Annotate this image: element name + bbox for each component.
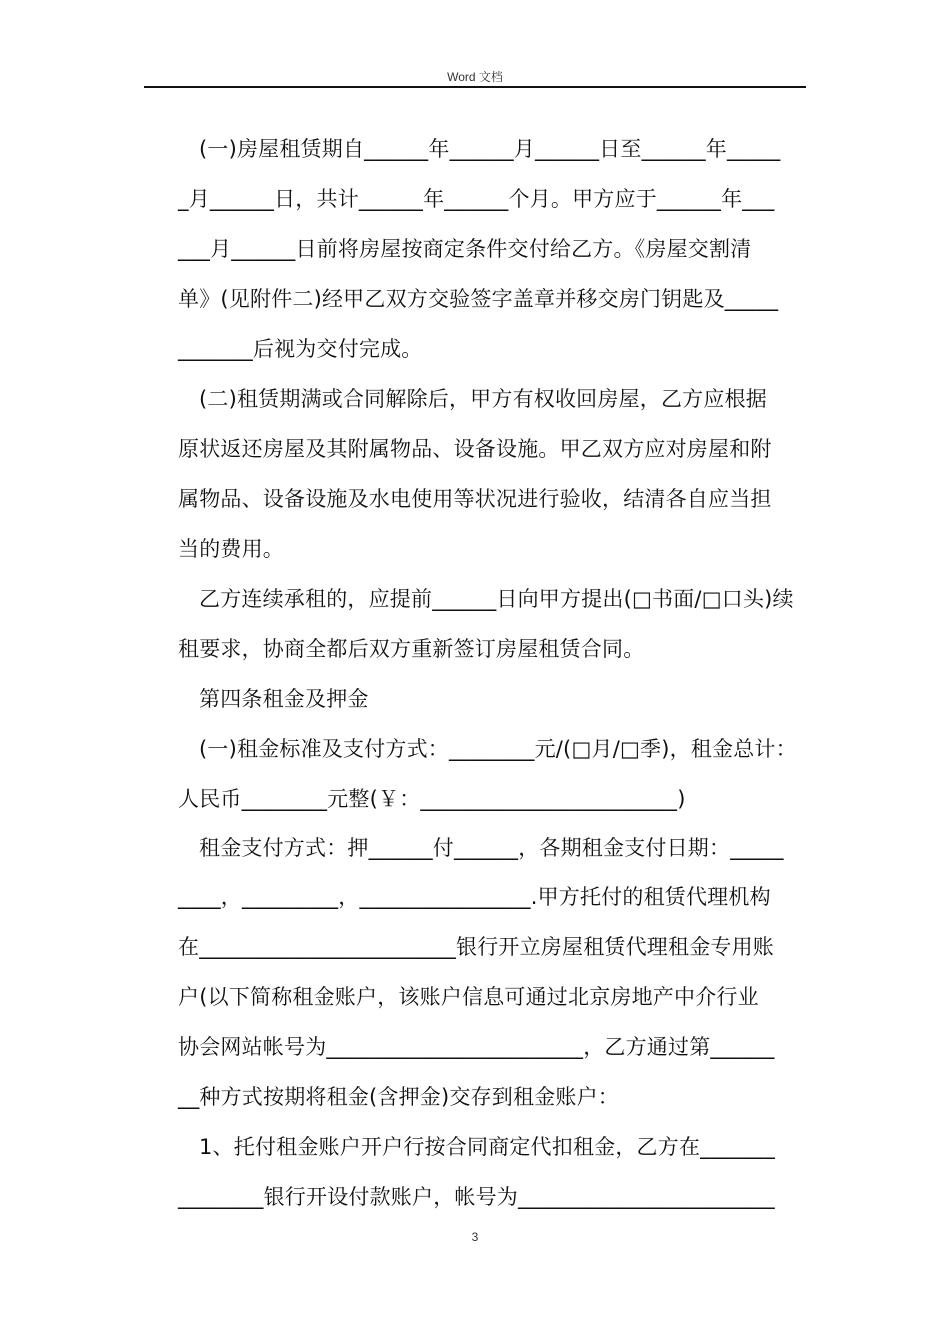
body-line: 户(以下简称租金账户，该账户信息可通过北京房地产中介行业 [178,985,759,1009]
body-line: ________银行开设付款账户，帐号为________________________ [178,1185,775,1209]
header-rule [144,86,806,88]
body-line: (一)房屋租赁期自______年______月______日至______年_____ [199,137,781,161]
body-line: (二)租赁期满或合同解除后，甲方有权收回房屋，乙方应根据 [199,387,767,411]
body-line: 租要求，协商全都后双方重新签订房屋租赁合同。 [178,637,645,661]
body-line: 属物品、设备设施及水电使用等状况进行验收，结清各自应当担 [178,487,772,511]
body-line: 原状返还房屋及其附属物品、设备设施。甲乙双方应对房屋和附 [178,437,772,461]
body-line: 1、托付租金账户开户行按合同商定代扣租金，乙方在_______ [199,1135,776,1159]
body-line: __种方式按期将租金(含押金)交存到租金账户： [178,1085,619,1109]
body-line: 协会网站帐号为________________________，乙方通过第______ [178,1035,775,1059]
body-line: 乙方连续承租的，应提前______日向甲方提出(□书面/□口头)续 [199,587,794,611]
page-header: Word 文档 [447,70,503,84]
page-number: 3 [471,1230,479,1244]
body-line: 租金支付方式：押______付______，各期租金支付日期：_____ [199,836,784,860]
body-line: ___月______日前将房屋按商定条件交付给乙方。《房屋交割清 [178,237,752,261]
body-line: 当的费用。 [178,537,284,561]
body-line: 人民币________元整(￥：________________________) [178,787,686,811]
body-line: _______后视为交付完成。 [178,337,423,361]
body-line: 在________________________银行开立房屋租赁代理租金专用账 [178,935,774,959]
section-heading: 第四条租金及押金 [199,687,369,711]
body-line: 单》(见附件二)经甲乙双方交验签字盖章并移交房门钥匙及_____ [178,287,779,311]
body-line: ____，_________，________________.甲方托付的租赁代理机构 [178,885,771,909]
body-line: _月______日，共计______年______个月。甲方应于______年___ [178,187,775,211]
body-line: (一)租金标准及支付方式：________元/(□月/□季)，租金总计： [199,737,797,761]
